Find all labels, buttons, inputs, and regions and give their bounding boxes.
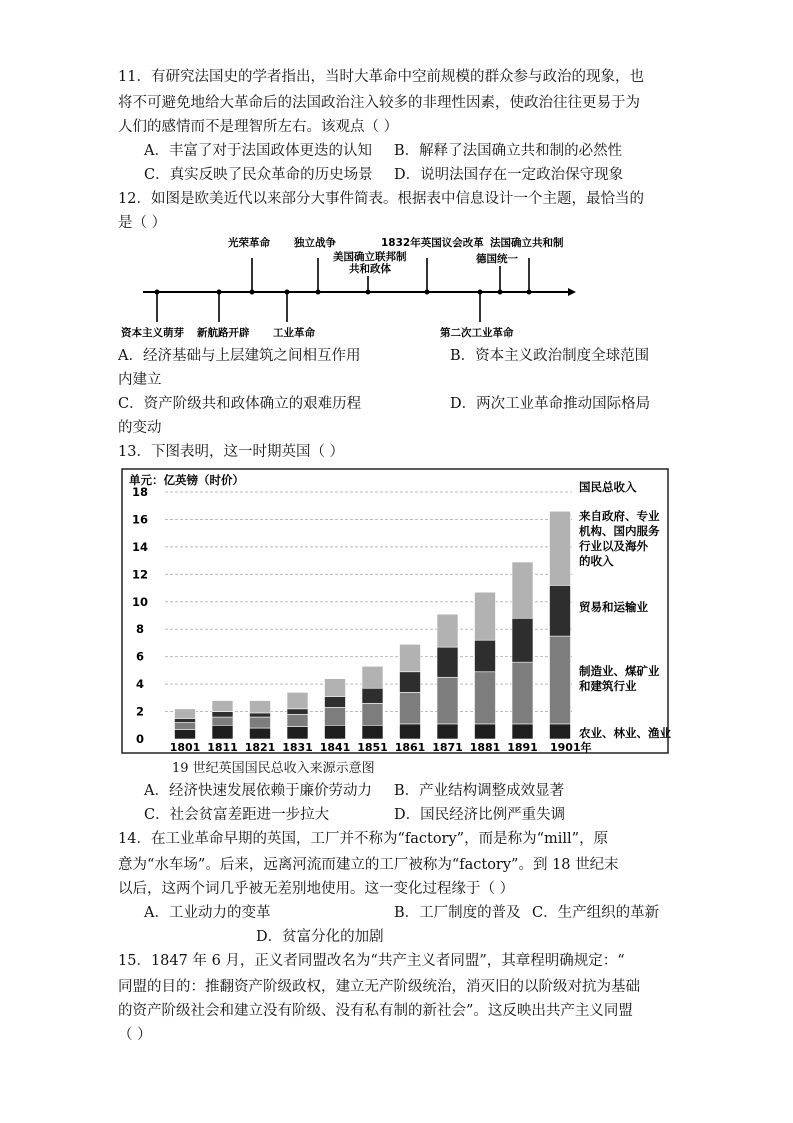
bar-segment-0 (325, 725, 346, 739)
q13-stem: 13．下图表明，这一时期英国（ ） (118, 444, 345, 460)
bar-segment-1 (212, 717, 233, 725)
bar-segment-2 (250, 713, 271, 717)
legend-entry: 来自政府、专业机构、国内服务行业以及海外的收入 (579, 509, 660, 568)
bar-segment-0 (175, 729, 196, 739)
bar-segment-1 (175, 723, 196, 730)
x-tick-label: 1861 (394, 741, 426, 754)
bar-segment-1 (437, 677, 458, 724)
bar-segment-2 (325, 696, 346, 707)
q11-stem-line-3: 人们的感情而不是理智所左右。该观点（ ） (118, 119, 399, 135)
y-tick-label: 4 (135, 677, 145, 692)
y-tick-label: 6 (135, 649, 145, 664)
bar-segment-3 (400, 644, 421, 671)
q12-option-b: B．资本主义政治制度全球范围 (450, 348, 650, 364)
x-tick-label: 1831 (282, 741, 313, 754)
bar-segment-0 (512, 724, 533, 739)
x-tick-label: 1821 (244, 741, 276, 754)
q15-stem-line-2: 同盟的目的：推翻资产阶级政权，建立无产阶级统治，消灭旧的以阶级对抗为基础 (118, 979, 640, 995)
x-tick-label: 1811 (207, 741, 238, 754)
bar-segment-3 (175, 709, 196, 719)
q13-option-a: A．经济快速发展依赖于廉价劳动力 (144, 783, 372, 799)
bar-segment-3 (325, 679, 346, 697)
x-tick-label: 1841 (319, 741, 351, 754)
bar-segment-1 (400, 692, 421, 724)
bar-segment-3 (287, 692, 308, 708)
bar-segment-2 (512, 618, 533, 662)
q14-stem-line-2: 意为“水车场”。后来，远离河流而建立的工厂被称为“factory”。到 18 世纪末 (118, 857, 619, 873)
q12-option-c: C．资产阶级共和政体确立的艰难历程 (118, 396, 362, 412)
bar-segment-2 (362, 688, 383, 703)
q11-option-a: A．丰富了对于法国政体更迭的认知 (144, 143, 372, 159)
bar-segment-3 (475, 592, 496, 640)
legend-entry: 制造业、煤矿业和建筑行业 (579, 664, 660, 693)
event-second-industrial-revolution: 第二次工业革命 (440, 327, 514, 339)
bar-segment-1 (362, 703, 383, 725)
q12-stem-line-1: 12．如图是欧美近代以来部分大事件简表。根据表中信息设计一个主题，最恰当的 (118, 191, 644, 207)
bar-segment-3 (212, 701, 233, 712)
q11-stem-line-1: 11．有研究法国史的学者指出，当时大革命中空前规模的群众参与政治的现象，也 (118, 69, 644, 85)
bar-segment-1 (512, 662, 533, 724)
q15-stem-line-1: 15．1847 年 6 月，正义者同盟改名为“共产主义者同盟”，其章程明确规定：“ (118, 953, 625, 969)
bar-segment-2 (175, 718, 196, 722)
event-capitalism-sprouts: 资本主义萌芽 (121, 327, 184, 339)
q13-option-c: C．社会贫富差距进一步拉大 (144, 807, 330, 823)
q12-option-d-cont: 的变动 (118, 420, 162, 436)
x-tick-label: 1801 (169, 741, 201, 754)
q12-option-d: D．两次工业革命推动国际格局 (450, 396, 651, 412)
q14-option-c: C．生产组织的革新 (532, 905, 660, 921)
event-new-sea-routes: 新航路开辟 (197, 327, 250, 339)
bar-segment-3 (250, 701, 271, 713)
legend-entry: 农业、林业、渔业 (579, 726, 671, 740)
bar-segment-0 (475, 724, 496, 739)
bar-segment-0 (250, 728, 271, 739)
legend-entry: 贸易和运输业 (579, 600, 648, 614)
event-industrial-revolution: 工业革命 (273, 327, 315, 339)
bar-segment-1 (475, 672, 496, 724)
y-tick-label: 14 (131, 539, 149, 554)
q13-option-d: D．国民经济比例严重失调 (394, 807, 566, 823)
chart-unit-title: 单元：亿英镑（时价） (129, 473, 244, 487)
bar-segment-2 (437, 647, 458, 677)
q15-stem-line-3: 的资产阶级社会和建立没有阶级、没有私有制的新社会”。这反映出共产主义同盟 (118, 1003, 633, 1019)
y-tick-label: 2 (135, 704, 145, 719)
event-us-federalism: 美国确立联邦制 (333, 251, 407, 263)
q11-option-c: C．真实反映了民众革命的历史场景 (144, 167, 373, 183)
bar-segment-3 (437, 614, 458, 647)
q14-stem-line-1: 14．在工业革命早期的英国，工厂并不称为“factory”，而是称为“mill”，原 (118, 831, 609, 847)
y-tick-label: 16 (131, 512, 149, 527)
q15-stem-line-4: （ ） (118, 1027, 152, 1043)
event-us-republic: 共和政体 (349, 263, 391, 275)
event-german-unification: 德国统一 (476, 253, 518, 265)
event-war-of-independence: 独立战争 (294, 237, 336, 249)
bar-segment-0 (362, 725, 383, 739)
bar-segment-1 (250, 717, 271, 728)
bar-segment-1 (325, 707, 346, 725)
x-tick-label: 1871 (432, 741, 463, 754)
x-tick-label: 1881 (469, 741, 501, 754)
bar-segment-3 (362, 666, 383, 688)
y-tick-label: 18 (131, 485, 149, 500)
bar-segment-0 (437, 724, 458, 739)
bar-segment-1 (550, 636, 571, 724)
q14-option-d: D．贫富分化的加剧 (256, 929, 384, 945)
bar-segment-2 (550, 585, 571, 636)
bar-segment-0 (212, 725, 233, 739)
q14-option-b: B．工厂制度的普及 (394, 905, 521, 921)
q14-stem-line-3: 以后，这两个词几乎被无差别地使用。这一变化过程缘于（ ） (118, 881, 515, 897)
x-tick-label: 1851 (357, 741, 388, 754)
q11-stem-line-2: 将不可避免地给大革命后的法国政治注入较多的非理性因素，使政治往往更易于为 (118, 95, 640, 111)
bar-segment-0 (550, 724, 571, 739)
bar-segment-3 (550, 511, 571, 585)
x-tick-label: 1891 (507, 741, 538, 754)
y-tick-label: 0 (135, 732, 145, 746)
bar-segment-2 (400, 672, 421, 693)
q11-option-b: B．解释了法国确立共和制的必然性 (394, 143, 623, 159)
bar-segment-3 (512, 562, 533, 618)
bar-segment-2 (475, 640, 496, 672)
q12-option-b-cont: 内建立 (118, 372, 162, 388)
bar-segment-2 (287, 709, 308, 714)
q12-stem-line-2: 是（ ） (118, 215, 167, 231)
chart-caption: 19 世纪英国国民总收入来源示意图 (172, 761, 375, 776)
event-1832-reform: 1832年英国议会改革 (381, 237, 484, 249)
y-tick-label: 12 (131, 567, 149, 582)
y-tick-label: 8 (135, 622, 145, 637)
bar-segment-2 (212, 712, 233, 717)
bar-segment-0 (287, 727, 308, 739)
y-tick-label: 10 (131, 594, 149, 609)
legend-entry: 国民总收入 (579, 480, 637, 494)
x-tick-label: 1901年 (550, 741, 592, 754)
event-glorious-revolution: 光荣革命 (228, 237, 270, 249)
bar-segment-0 (400, 724, 421, 739)
event-french-republic: 法国确立共和制 (490, 237, 564, 249)
bar-segment-1 (287, 714, 308, 726)
q11-option-d: D．说明法国存在一定政治保守现象 (394, 167, 624, 183)
q13-option-b: B．产业结构调整成效显著 (394, 783, 565, 799)
q12-option-a: A．经济基础与上层建筑之间相互作用 (118, 348, 361, 364)
q14-option-a: A．工业动力的变革 (144, 905, 271, 921)
